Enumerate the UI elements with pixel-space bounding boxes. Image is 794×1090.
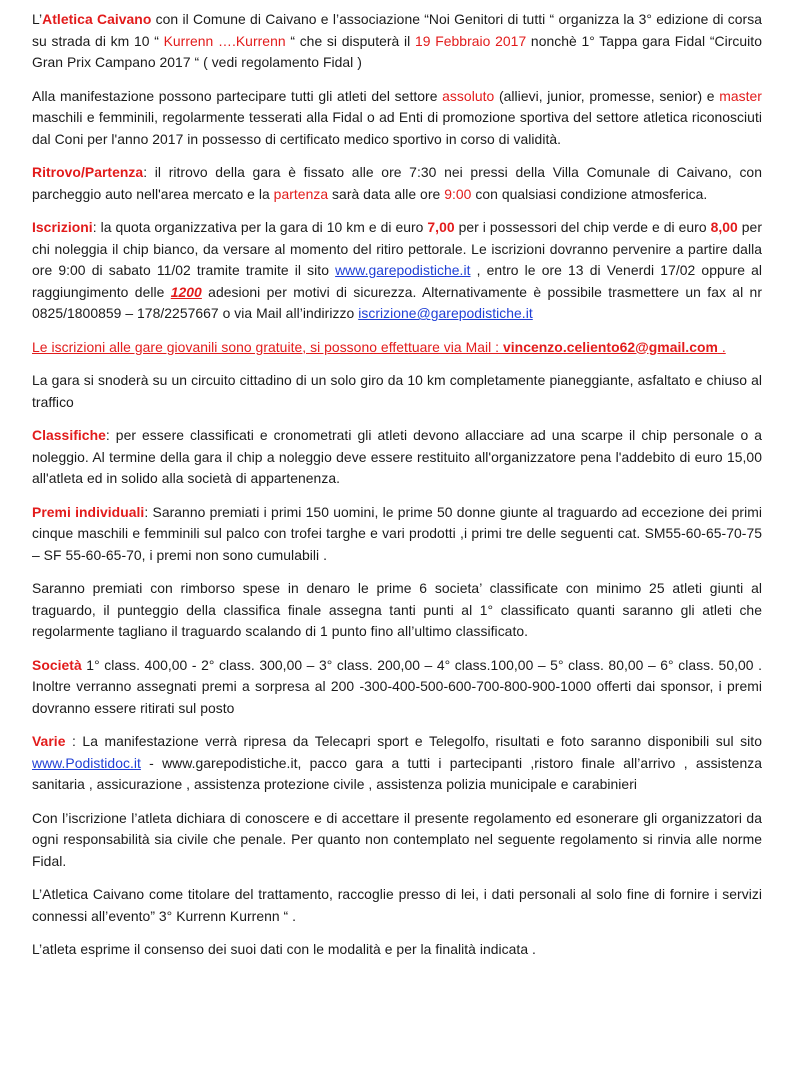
youth-email-link[interactable]: vincenzo.celiento62@gmail.com [502,338,718,355]
text: nonchè 1° Tappa gara Fidal “Circuito Gran Prix Campano 2017 “ ( vedi regolamento Fidal ) [32,32,762,70]
intro-paragraph [32,9,762,74]
text: con il Comune di Caivano e l’associazione “Noi Genitori di tutti “ organizza la 3° edizione di corsa su strada di km 10 “ [32,11,763,49]
youth-text: Le iscrizioni alle gare giovanili sono gratuite, si possono effettuare via Mail : [32,338,503,355]
price-white-chip: 8,00 [710,219,738,235]
meeting-start-paragraph [32,162,762,205]
text: L’ [32,11,43,27]
registration-email-link[interactable]: iscrizione@garepodistiche.it [358,305,533,321]
misc-paragraph [32,731,762,796]
section-label-premi: Premi individuali [32,503,145,520]
text: 1° class. 400,00 - 2° class. 300,00 – 3° class. 200,00 – 4° class.100,00 – 5° class. 80,00 – 6° class. 50,00 . Inoltre verranno assegnati premi a sorpresa al 200 -300-400-500-600-700-800-900-1000 offerti dai sponsor, i premi dovranno essere ritirati sul posto [32,656,762,716]
privacy-paragraph: L’Atletica Caivano come titolare del trattamento, raccoglie presso di lei, i dati personali al solo fine di fornire i servizi connessi all’evento” 3° Kurrenn Kurrenn “ . [32,886,762,924]
section-label-ritrovo: Ritrovo/Partenza [32,164,144,180]
text: - www.garepodistiche.it, pacco gara a tutti i partecipanti ,ristoro finale all’arrivo , assistenza sanitaria , assicurazione , assistenza protezione civile , assistenza polizia municipale e carabinieri [32,754,762,792]
course-paragraph: La gara si snoderà su un circuito cittadino di un solo giro da 10 km completamente pianeggiante, asfaltato e chiuso al traffico [32,372,762,410]
text: maschili e femminili, regolarmente tesserati alla Fidal o ad Enti di promozione sportiva del settore atletica riconosciuti dal Coni per l'anno 2017 in possesso di certificato medico sportivo in corso di validità. [32,109,762,147]
section-label-iscrizioni: Iscrizioni [32,219,93,235]
regulation-document [32,9,762,961]
text: . [717,338,726,355]
liability-paragraph: Con l’iscrizione l’atleta dichiara di conoscere e di accettare il presente regolamento ed esonerare gli organizzatori da ogni responsabilità sia civile che penale. Per quanto non contemplato nel seguente regolamento si rinvia alle norme Fidal. [32,809,762,869]
rankings-paragraph [32,425,762,490]
individual-prizes-paragraph [32,502,762,567]
participant-limit: 1200 [170,283,202,300]
text: : La manifestazione verrà ripresa da Telecapri sport e Telegolfo, risultati e foto saranno disponibili sul sito [65,733,762,749]
partenza-word: partenza [273,185,329,202]
text: con qualsiasi condizione atmosferica. [471,185,708,202]
text: per chi noleggia il chip bianco, da versare al momento del ritiro pettorale. Le iscrizioni dovranno pervenire a partire dalla ore 9:00 di sabato 11/02 tramite tramite il sito [32,219,762,278]
race-date: 19 Febbraio 2017 [414,32,527,49]
section-label-varie: Varie [32,733,66,749]
section-label-classifiche: Classifiche [32,427,106,443]
price-green-chip: 7,00 [427,219,455,235]
society-prizes-paragraph [32,655,762,720]
garepodistiche-link[interactable]: www.garepodistiche.it [335,262,471,278]
text: , entro le ore 13 di Venerdi 17/02 oppure al raggiungimento delle [32,262,763,300]
text: “ che si disputerà il [285,32,415,49]
race-name: Kurrenn ….Kurrenn [163,32,286,49]
registration-paragraph [32,217,762,325]
podistidoc-link[interactable]: www.Podistidoc.it [32,754,141,771]
youth-registration-paragraph [32,337,762,359]
text: : Saranno premiati i primi 150 uomini, le prime 50 donne giunte al traguardo ad eccezione dei primi cinque maschili e femminili sul palco con trofei targhe e vari prodotti ,i primi tre delle seguenti cat. SM55-60-65-70-75 – SF 55-60-65-70, i premi non sono cumulabili . [32,503,762,563]
section-label-societa: Società [32,656,82,673]
text: : per essere classificati e cronometrati gli atleti devono allacciare ad una scarpe il chip personale o a noleggio. Al termine della gara il chip a noleggio deve essere restituito all'organizzatore pena l'addebito di euro 15,00 all'atleta ed in solido alla società di appartenenza. [32,427,762,486]
start-time: 9:00 [444,185,472,202]
text: per i possessori del chip verde e di euro [454,219,711,235]
text: : il ritrovo della gara è fissato alle ore 7:30 nei pressi della Villa Comunale di Caivano, con parcheggio auto nell'area mercato e la [32,164,762,202]
team-prizes-paragraph: Saranno premiati con rimborso spese in denaro le prime 6 societa’ classificate con minimo 25 atleti giunti al traguardo, il punteggio della classifica finale assegna tanti punti al 1° classificato quanti saranno gli atleti che regolarmente tagliano il traguardo scalando di 1 punto fino all’ultimo classificato. [32,580,762,639]
category-assoluto: assoluto [442,87,495,104]
text: Alla manifestazione possono partecipare tutti gli atleti del settore [32,87,443,104]
text: adesioni per motivi di sicurezza. Alternativamente è possibile trasmettere un fax al nr 0825/1800859 – 178/2257667 o via Mail all’indirizzo [32,283,763,321]
text: sarà data alle ore [328,185,445,202]
organizer-name: Atletica Caivano [42,11,152,27]
consent-paragraph: L’atleta esprime il consenso dei suoi dati con le modalità e per la finalità indicata . [32,941,536,957]
category-master: master [719,87,762,104]
text: (allievi, junior, promesse, senior) e [494,87,720,104]
text: : la quota organizzativa per la gara di 10 km e di euro [92,219,428,235]
participants-paragraph [32,86,762,151]
